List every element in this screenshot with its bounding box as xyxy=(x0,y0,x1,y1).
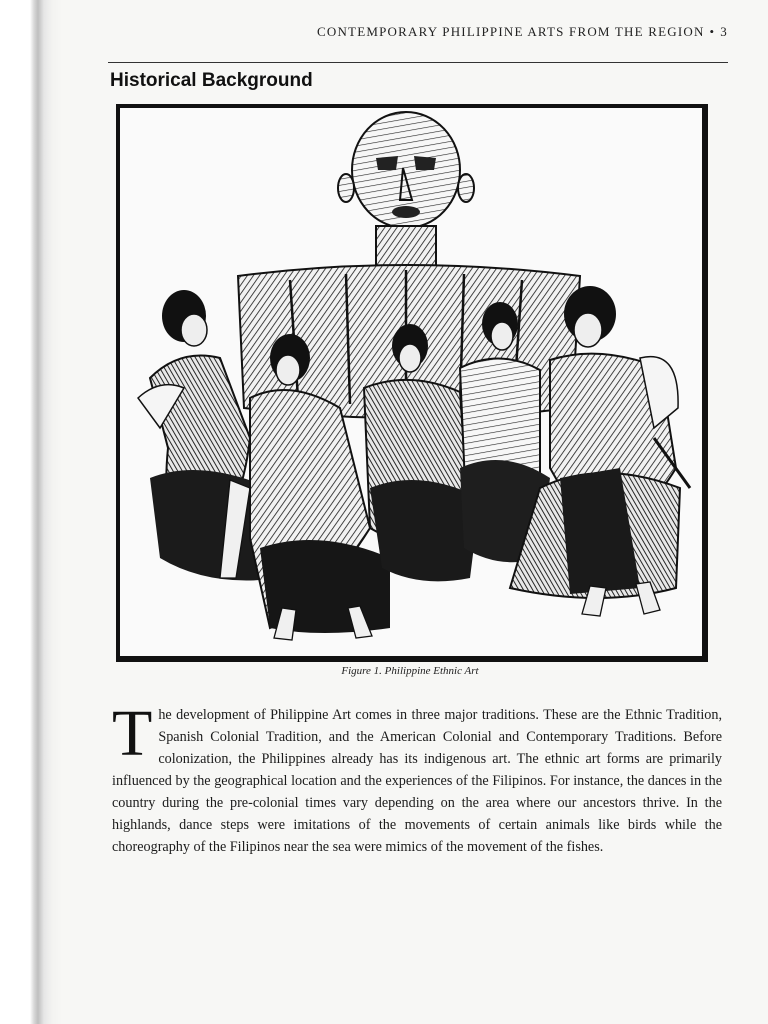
header-separator: • xyxy=(709,24,716,39)
ethnic-art-drawing xyxy=(120,108,702,656)
running-header xyxy=(110,24,728,40)
body-paragraph xyxy=(112,697,722,858)
figure-caption: Figure 1. Philippine Ethnic Art xyxy=(341,665,479,677)
figure-illustration xyxy=(116,104,708,662)
paragraph-text: he development of Philippine Art comes in three major traditions. These are the Ethnic Tradition, Spanish Colonial Tradition, and the American Colonial and Contemporary Traditions. Before colonization, the Philippines already has its indigenous art. The ethnic art forms are primarily influenced by the geographical location and the experiences of the Filipinos. For instance, the dances in the country during the pre-colonial times vary depending on the area where our ancestors thrive. In the highlands, dance steps were imitations of the movements of certain animals like birds while the choreography of the Filipinos near the sea were mimics of the movement of the fishes. xyxy=(112,707,722,855)
scan-binding-shadow xyxy=(0,0,62,1024)
header-rule xyxy=(108,62,728,63)
drop-cap: T xyxy=(112,697,153,770)
statue-head xyxy=(338,112,474,268)
section-title: Historical Background xyxy=(110,70,313,91)
page-number: 3 xyxy=(720,24,728,39)
running-title: CONTEMPORARY PHILIPPINE ARTS FROM THE REGION xyxy=(317,24,705,39)
